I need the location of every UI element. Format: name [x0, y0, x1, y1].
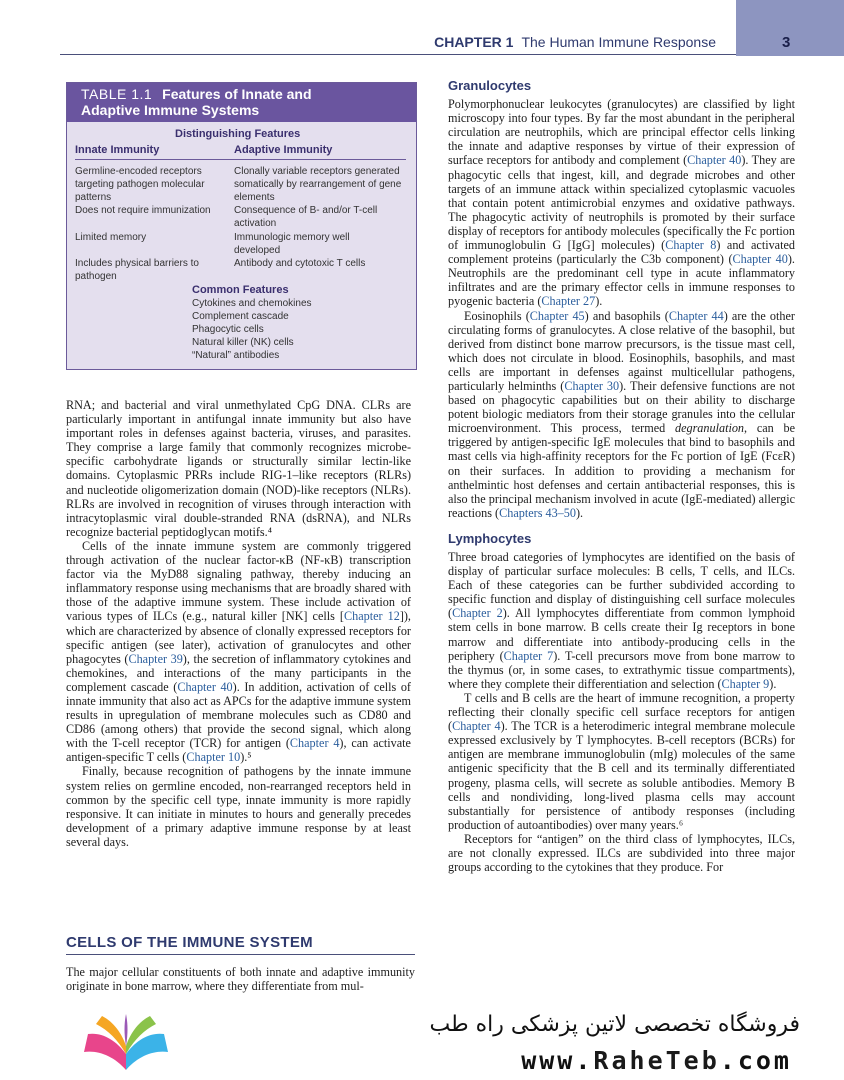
emphasis: degranulation — [674, 421, 745, 436]
text-run: ]), which are characterized by absence of clonally expressed receptors for specific antigen (see later), activation of granulocytes and other phagocytes ( — [66, 609, 411, 666]
text-run: ). All lymphocytes differentiate from common lymphoid stem cells in bone marrow. B cells create their Ig receptors in bone marrow and differentiate into antibody-producing cells in the periphery ( — [448, 606, 795, 663]
page-number-box — [736, 0, 844, 56]
header-rule — [60, 54, 736, 55]
chapter-link[interactable]: Chapter 30 — [564, 378, 620, 393]
table-cell-adaptive: Immunologic memory well developed — [234, 232, 350, 256]
text-run: ). — [595, 294, 603, 309]
chapter-link[interactable]: Chapter 4 — [289, 736, 340, 751]
page-number: 3 — [782, 34, 791, 51]
chapter-link[interactable]: Chapter 44 — [668, 308, 724, 323]
common-item: Complement cascade — [192, 311, 289, 322]
text-run: ). Their defensive functions are not based on phagocytic capabilities but on their ability to discharge potent biologic mediators from their storage granules into the cellular microenvironment. This process, termed — [448, 378, 795, 436]
common-item: Phagocytic cells — [192, 324, 264, 335]
paragraph — [448, 691, 795, 832]
chapter-label: CHAPTER 1 — [434, 34, 514, 50]
paragraph: Receptors for “antigen” on the third class of lymphocytes, ILCs, are not clonally expressed. ILCs are subdivided into three major groups according to the cytokines that they produce. For — [448, 831, 795, 875]
chapter-link[interactable]: Chapter 9 — [721, 676, 770, 691]
chapter-title — [434, 34, 716, 50]
table-features-immune — [66, 82, 417, 370]
chapter-link[interactable]: Chapter 27 — [541, 294, 596, 309]
text-run: ), the secretion of inflammatory cytokines and chemokines, and interactions of the many participants in the complement cascade ( — [66, 651, 411, 694]
text-run: ). They are phagocytic cells that ingest, kill, and degrade microbes and other targets of an immune attack within specialized cytoplasmic vacuoles that contain potent antimicrobial enzymes and oxidative pathways. The phagocytic activity of neutrophils is promoted by their surface display of receptors for antibody molecules (specifically the Fc portion of immunoglobulin G [IgG] molecules) ( — [448, 153, 795, 253]
text-run: ). T-cell precursors move from bone marrow to the thymus (or, in some cases, to extrathymic tissue compartments), where they complete their differentiation and selection ( — [448, 648, 795, 691]
table-header-rule — [75, 159, 406, 160]
text-run: ) are the other circulating forms of granulocytes. A close relative of the basophil, but derived from distinct bone marrow precursors, is the tissue mast cell, which does not circulate in blood. Eosinophils, basophils, and mast cells are important in defenses against multicellular pathogens, particularly helminths ( — [448, 308, 795, 393]
url-prefix: www. — [521, 1046, 594, 1075]
chapter-link[interactable]: Chapter 40 — [177, 679, 233, 694]
section-heading: CELLS OF THE IMMUNE SYSTEM — [66, 934, 415, 955]
common-heading: Common Features — [192, 284, 289, 296]
book-logo-icon — [78, 1010, 174, 1076]
text-run: ). — [769, 676, 777, 691]
heading-granulocytes: Granulocytes — [448, 78, 532, 93]
right-column — [448, 78, 795, 875]
paragraph — [66, 539, 411, 765]
col-adaptive-header: Adaptive Immunity — [234, 144, 333, 156]
text-run: Cells of the innate immune system are commonly triggered through activation of the nuclear factor-κB (NF-κB) transcription factor via the MyD88 signaling pathway, thereby inducing an inflammatory response using mechanisms that are broadly shared with those of the adaptive immune system. These include activation of various types of ILCs (e.g., natural killer [NK] cells [ — [66, 538, 411, 624]
table-title-line2: Adaptive Immune Systems — [81, 102, 260, 118]
table-cell-innate: Includes physical barriers to pathogen — [75, 258, 199, 282]
table-cell-adaptive: Clonally variable receptors generated somatically by rearrangement of gene elements — [234, 166, 402, 203]
text-run: ). The TCR is a heterodimeric integral membrane molecule expressed exclusively by T lymphocytes. B-cell receptors (BCRs) for antigen are membrane immunoglobulin (mIg) molecules of the same antigenic specificity that the B cell and its terminally differentiated progeny, plasma cells, will secrete as soluble antibodies. Memory B cells and nondividing, long-lived plasma cells may account substantially for persistence of antibody responses (including production of autoantibodies) over many years.⁶ — [448, 719, 795, 832]
text-run: ). — [575, 505, 584, 520]
table-cell-adaptive: Antibody and cytotoxic T cells — [234, 258, 366, 269]
text-run: T cells and B cells are the heart of immune recognition, a property reflecting their clonally specific cell surface receptors for antigen ( — [448, 690, 795, 734]
text-run: ).⁵ — [240, 750, 252, 765]
paragraph: RNA; and bacterial and viral unmethylated CpG DNA. CLRs are particularly important in antifungal innate immunity but also have important roles in defenses against bacteria, viruses, and parasites. They comprise a large family that commonly recognizes microbe-specific carbohydrate ligands or structurally similar lectin-like domains. Cytoplasmic PRRs include RIG-1–like receptors (RLRs) and nucleotide oligomerization domain (NOD)-like receptors (NLRs). RLRs are involved in recognition of viruses through interaction with intracytoplasmic viral double-stranded RNA (dsRNA), and NLRs recognize bacterial peptidoglycan motifs.⁴ — [66, 398, 411, 539]
table-title — [67, 83, 416, 122]
chapter-name: The Human Immune Response — [521, 34, 716, 50]
common-item: Natural killer (NK) cells — [192, 337, 294, 348]
col-innate-header: Innate Immunity — [75, 144, 160, 156]
text-run: Polymorphonuclear leukocytes (granulocytes) are classified by light microscopy into four types. By far the most abundant in the peripheral circulation are neutrophils, which are principal effector cells linking the innate and adaptive responses by virtue of their expression of surface receptors for antibody and complement ( — [448, 97, 795, 168]
url-name: RaheTeb — [593, 1046, 720, 1075]
chapter-link[interactable]: Chapter 4 — [452, 719, 501, 734]
text-run: Eosinophils ( — [464, 308, 530, 323]
left-column — [66, 398, 411, 849]
paragraph — [448, 97, 795, 308]
url-suffix: .com — [719, 1046, 792, 1075]
table-cell-innate: Limited memory — [75, 232, 147, 243]
chapter-link[interactable]: Chapter 45 — [529, 308, 585, 323]
table-cell-adaptive: Consequence of B- and/or T-cell activation — [234, 205, 378, 229]
common-item: Cytokines and chemokines — [192, 298, 312, 309]
chapter-link[interactable]: Chapter 39 — [128, 651, 183, 666]
paragraph — [448, 550, 795, 691]
text-run: ) and basophils ( — [584, 308, 669, 323]
chapter-link[interactable]: Chapter 7 — [503, 648, 554, 663]
paragraph — [448, 309, 795, 520]
paragraph: Finally, because recognition of pathogens by the innate immune system relies on germline encoded, non-rearranged receptors held in common by the specific cell type, innate immunity is more rapidly responsive. It can initiate in minutes to hours and generally precedes development of a primary adaptive immune response by at least several days. — [66, 764, 411, 849]
chapter-link[interactable]: Chapter 40 — [687, 153, 742, 168]
text-run: ), can activate antigen-specific T cells ( — [66, 736, 411, 765]
text-run: ). Neutrophils are the predominant cell type in acute inflammatory infiltrates and are the primary effector cells in immune responses to pyogenic bacteria ( — [448, 252, 795, 309]
distinguishing-heading: Distinguishing Features — [175, 128, 301, 140]
common-item: “Natural” antibodies — [192, 350, 280, 361]
chapter-link[interactable]: Chapter 10 — [186, 750, 241, 765]
shop-name: فروشگاه تخصصی لاتین پزشکی راه طب — [429, 1012, 800, 1037]
heading-lymphocytes: Lymphocytes — [448, 530, 532, 546]
text-run: Three broad categories of lymphocytes are identified on the basis of display of particular surface molecules: B cells, T cells, and ILCs. Each of these categories can be further subdivided according to specific function and display of distinguishing cell surface molecules ( — [448, 550, 795, 621]
table-cell-innate: Germline-encoded receptors targeting pathogen molecular patterns — [75, 166, 205, 203]
text-run: ). In addition, activation of cells of innate immunity that also act as APCs for the adaptive immune system results in upregulation of membrane molecules such as CD80 and CD86 (among others) that provide the second signal, which along with the T-cell receptor (TCR) for antigen ( — [66, 679, 411, 751]
common-features — [192, 284, 312, 362]
table-cell-innate: Does not require immunization — [75, 205, 211, 216]
chapter-link[interactable]: Chapter 40 — [732, 252, 788, 267]
chapter-link[interactable]: Chapters 43–50 — [499, 505, 576, 520]
running-header — [0, 0, 844, 56]
chapter-link[interactable]: Chapter 2 — [452, 606, 503, 621]
table-title-line1: Features of Innate and — [162, 86, 312, 102]
chapter-link[interactable]: Chapter 8 — [665, 238, 717, 253]
shop-url — [452, 1046, 792, 1075]
chapter-link[interactable]: Chapter 12 — [343, 609, 400, 624]
table-number: TABLE 1.1 — [81, 86, 153, 102]
text-run: ) and activated complement proteins (particularly the C3b component) ( — [448, 238, 795, 267]
section-cells — [66, 934, 415, 993]
text-run: , can be triggered by antigen-specific IgE molecules that bind to basophils and mast cells via high-affinity receptors for the Fc portion of IgE (FcεR) on their surfaces. In addition to providing a mechanism for anthelmintic host defenses and certain antibacterial responses, this is also the principal mechanism involved in acute (IgE-mediated) allergic reactions ( — [448, 421, 795, 520]
section-text: The major cellular constituents of both innate and adaptive immunity originate in bone marrow, where they differentiate from mul- — [66, 965, 415, 994]
